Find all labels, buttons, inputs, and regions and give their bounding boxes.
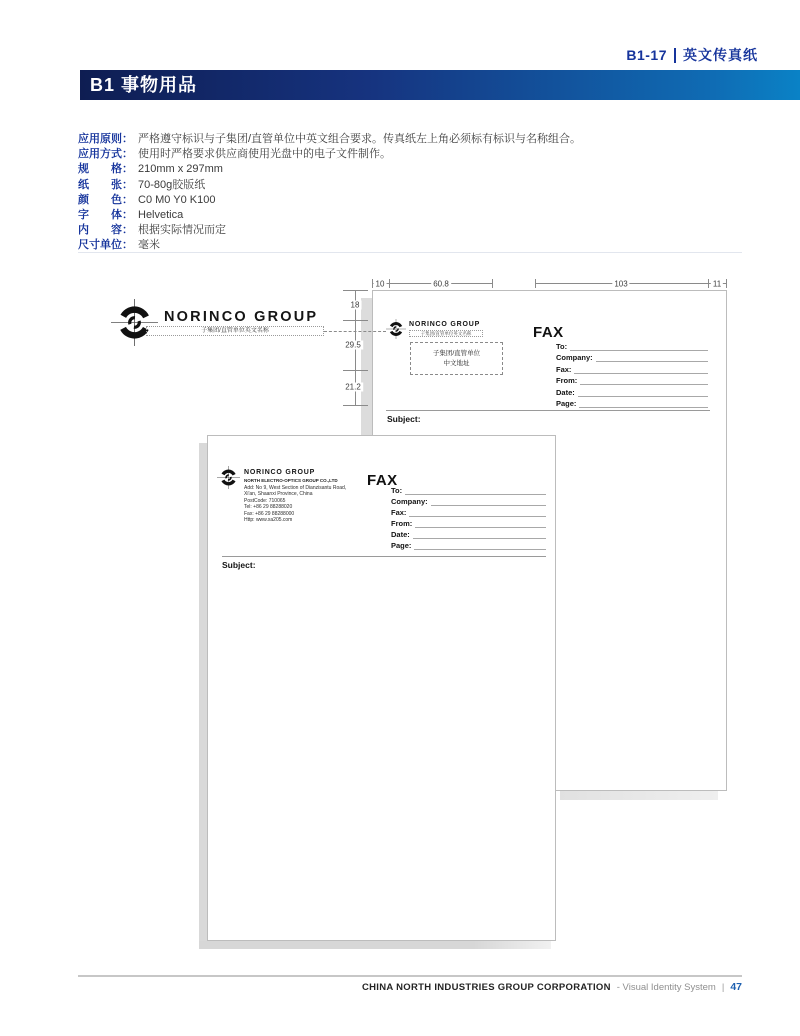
spec-label: 字 体： [78, 209, 133, 222]
fax-field-label: Date: [391, 530, 410, 539]
address-line: PostCode: 710065 [244, 497, 286, 504]
dimension-tick [726, 279, 727, 288]
address-line: Fax: +86 29 88288000 [244, 510, 295, 517]
fax-field-line [570, 350, 708, 351]
subsidiary-name-placeholder-small: 子集团/直管单位英文名称 [409, 330, 483, 337]
fax-divider-rule [222, 556, 546, 557]
section-bar-title: B1 事物用品 [90, 75, 198, 95]
spec-value: C0 M0 Y0 K100 [138, 193, 216, 206]
page-code: B1-17 [626, 47, 667, 63]
fax-field-row [556, 397, 708, 409]
sheet-shadow [199, 941, 551, 949]
footer-system-label: - Visual Identity System [616, 982, 716, 993]
fax-field-line [413, 538, 546, 539]
fax-field-label: Page: [556, 399, 577, 408]
fax-subject-label: Subject: [387, 414, 421, 424]
dimension-tick [343, 405, 368, 406]
dimension-tick [343, 370, 368, 371]
dimension-value: 29.5 [345, 340, 361, 350]
norinco-logo-icon [111, 299, 158, 346]
spec-label: 应用方式： [78, 148, 133, 161]
spec-label: 纸 张： [78, 178, 133, 191]
fax-heading: FAX [367, 472, 398, 489]
fax-field-label: Fax: [391, 508, 407, 517]
sample-company-name: NORTH ELECTRO-OPTICS GROUP CO.,LTD [244, 478, 338, 483]
norinco-wordmark-small: NORINCO GROUP [244, 469, 316, 476]
spec-value: Helvetica [138, 209, 184, 222]
spec-value: 使用时严格要求供应商使用光盘中的电子文件制作。 [138, 148, 391, 161]
spec-row [78, 132, 581, 147]
address-line: Add: No 9, West Section of Dianzisantu Road, [244, 485, 347, 491]
fax-field-label: To: [556, 341, 568, 351]
page-code-header [626, 45, 758, 65]
fax-field-row [391, 495, 546, 506]
unit-address-placeholder: 中文地址 [443, 360, 470, 367]
fax-field-row [391, 539, 546, 550]
dimension-tick [492, 279, 493, 288]
fax-field-label: Fax: [556, 364, 572, 374]
spec-value: 70-80g胶版纸 [138, 178, 206, 191]
unit-address-placeholder-box [410, 342, 503, 375]
dimension-value: 11 [712, 279, 722, 289]
spec-value: 毫米 [138, 239, 160, 252]
norinco-wordmark: NORINCO GROUP [164, 309, 319, 325]
section-bar [80, 70, 800, 100]
fax-field-line [580, 384, 708, 385]
code-divider [674, 48, 676, 63]
dimension-line [535, 283, 727, 284]
sheet-shadow [199, 443, 207, 944]
sample-address-block [244, 485, 346, 523]
fax-field-row [556, 374, 708, 386]
fax-field-line [405, 494, 546, 495]
spec-label: 尺寸单位： [78, 239, 133, 252]
fax-field-line [414, 549, 546, 550]
fax-field-line [579, 407, 708, 408]
fax-subject-label: Subject: [222, 560, 256, 570]
dimension-value: 18 [350, 300, 360, 310]
spec-list [78, 132, 581, 254]
content-divider [78, 252, 742, 253]
spec-row [78, 178, 581, 193]
fax-field-row [391, 506, 546, 517]
dimension-value: 10 [375, 279, 385, 289]
fax-field-row [556, 385, 708, 397]
spec-row [78, 162, 581, 177]
address-line: Http: www.xa205.com [244, 517, 293, 524]
sheet-shadow [560, 791, 718, 800]
footer [362, 981, 742, 993]
fax-field-line [578, 396, 708, 397]
fax-field-list [556, 339, 708, 408]
page-topic-title: 英文传真纸 [683, 47, 758, 63]
footer-bar: | [721, 982, 725, 993]
fax-field-label: To: [391, 486, 403, 495]
fax-field-row [391, 484, 546, 495]
fax-field-label: From: [556, 376, 578, 385]
fax-field-line [431, 505, 546, 506]
spec-label: 规 格： [78, 163, 133, 176]
dimension-value: 60.8 [433, 279, 449, 289]
dimension-tick [535, 279, 536, 288]
fax-divider-rule [386, 410, 710, 411]
leader-line [324, 331, 386, 332]
spec-label: 颜 色： [78, 193, 133, 206]
unit-name-placeholder: 子集团/直管单位 [432, 350, 481, 357]
fax-field-line [574, 373, 708, 374]
fax-heading: FAX [533, 324, 564, 341]
fax-field-label: Page: [391, 541, 412, 550]
spec-row [78, 147, 581, 162]
fax-field-label: From: [391, 519, 413, 528]
fax-field-list [391, 484, 546, 550]
fax-field-label: Date: [556, 387, 575, 397]
fax-field-row [556, 351, 708, 363]
spec-row [78, 208, 581, 223]
footer-company-name: CHINA NORTH INDUSTRIES GROUP CORPORATION [361, 982, 611, 993]
fax-field-row [391, 528, 546, 539]
fax-field-row [556, 362, 708, 374]
spec-value: 210mm x 297mm [138, 163, 223, 176]
fax-field-line [409, 516, 546, 517]
sheet-shadow [361, 298, 372, 435]
fax-field-label: Company: [391, 497, 428, 506]
norinco-wordmark-small: NORINCO GROUP [409, 321, 481, 328]
address-line: Tel: +86 29 88288020 [244, 504, 293, 511]
fax-field-row [391, 517, 546, 528]
dimension-tick [389, 279, 390, 288]
norinco-logo-icon-small [217, 466, 240, 489]
spec-value: 严格遵守标识与子集团/直管单位中英文组合要求。传真纸左上角必须标有标识与名称组合。 [138, 133, 582, 145]
subsidiary-name-placeholder: 子集团/直管单位英文名称 [146, 326, 324, 336]
fax-field-line [596, 361, 708, 362]
fax-field-row [556, 339, 708, 351]
address-line: Xi'an, Shaanxi Province, China [244, 491, 313, 498]
fax-field-line [415, 527, 546, 528]
spec-value: 根据实际情况而定 [138, 224, 226, 237]
spec-label: 内 容： [78, 224, 133, 237]
dimension-tick [708, 279, 709, 288]
spec-label: 应用原则： [78, 133, 133, 145]
dimension-value: 21.2 [345, 382, 361, 392]
footer-divider [78, 975, 742, 977]
norinco-logo-icon-small [386, 319, 406, 339]
fax-field-label: Company: [556, 353, 593, 362]
dimension-tick [343, 320, 368, 321]
spec-row [78, 193, 581, 208]
dimension-tick [343, 290, 368, 291]
spec-row [78, 223, 581, 238]
footer-page-number: 47 [730, 981, 742, 993]
dimension-value: 103 [614, 279, 628, 289]
